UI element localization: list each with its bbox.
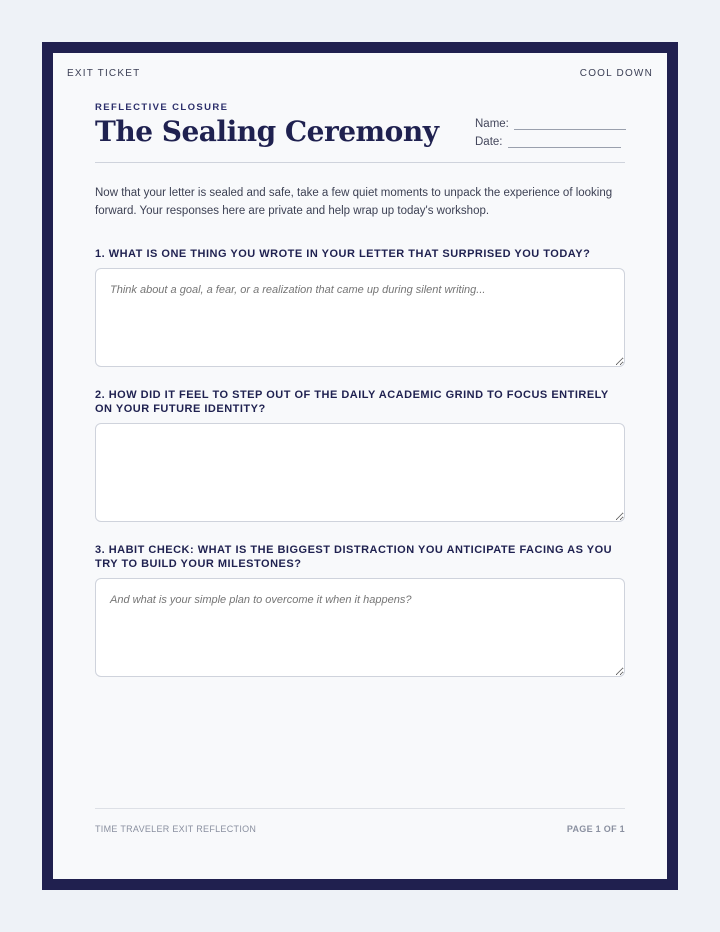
question-1: 1. WHAT IS ONE THING YOU WROTE IN YOUR LETTER THAT SURPRISED YOU TODAY?	[95, 248, 591, 260]
name-label: Name:	[475, 118, 509, 130]
cool-down-label: COOL DOWN	[579, 68, 653, 79]
date-field[interactable]	[475, 135, 621, 148]
name-field[interactable]	[475, 117, 626, 130]
answer-box-3[interactable]	[95, 578, 625, 677]
header-divider	[95, 162, 625, 163]
date-line[interactable]	[508, 135, 621, 148]
worksheet	[53, 53, 667, 879]
name-line[interactable]	[514, 117, 626, 130]
section-eyebrow: REFLECTIVE CLOSURE	[95, 102, 229, 113]
question-2: 2. HOW DID IT FEEL TO STEP OUT OF THE DAILY ACADEMIC GRIND TO FOCUS ENTIRELY ON YOUR FUTURE IDENTITY?	[95, 389, 609, 415]
page-title: The Sealing Ceremony	[95, 115, 439, 148]
footer-title: TIME TRAVELER EXIT REFLECTION	[95, 824, 257, 834]
intro-text: Now that your letter is sealed and safe, take a few quiet moments to unpack the experience of looking forward. Your responses here are private and help wrap up today's workshop.	[95, 187, 613, 217]
answer-box-2[interactable]	[95, 423, 625, 522]
date-label: Date:	[475, 136, 503, 148]
exit-ticket-label: EXIT TICKET	[67, 68, 141, 79]
answer-box-1[interactable]	[95, 268, 625, 367]
question-3: 3. HABIT CHECK: WHAT IS THE BIGGEST DISTRACTION YOU ANTICIPATE FACING AS YOU TRY TO BUILD YOUR MILESTONES?	[95, 544, 613, 570]
page-number: PAGE 1 OF 1	[566, 824, 625, 834]
footer-divider	[95, 808, 625, 809]
